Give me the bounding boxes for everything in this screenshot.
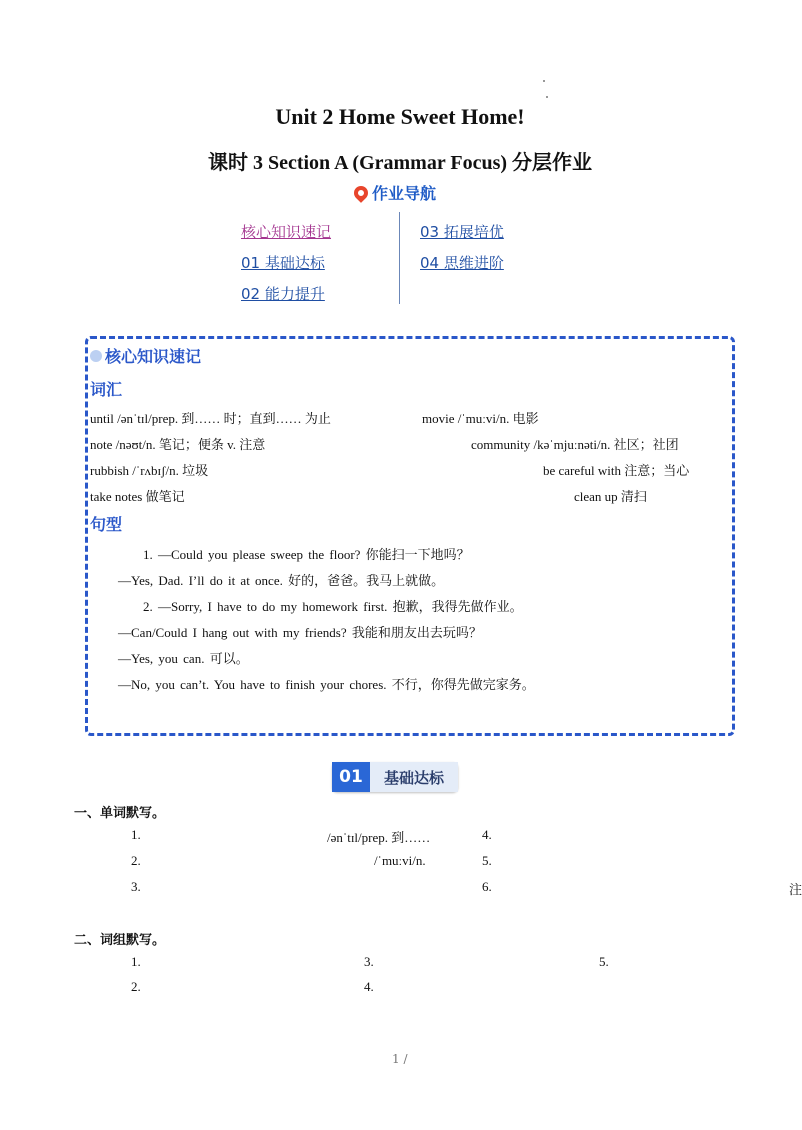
- vocab-item: community /kəˈmjuːnəti/n. 社区；社团: [471, 437, 679, 452]
- nav-link-core-knowledge[interactable]: 核心知识速记: [241, 223, 332, 241]
- exercise-item: 3.: [131, 879, 141, 894]
- nav-link-thinking[interactable]: 04 思维进阶: [420, 254, 504, 272]
- sentence-line: —Can/Could I hang out with my friends? 我能和朋友出去玩吗？: [118, 625, 482, 640]
- homework-nav-badge: [354, 181, 436, 204]
- vocab-item: take notes 做笔记: [90, 489, 185, 504]
- exercise-item: 2.: [131, 853, 141, 868]
- scan-speck: [546, 96, 548, 98]
- page-title: Unit 2 Home Sweet Home!: [275, 104, 525, 129]
- page-number: 1 /: [392, 1052, 408, 1066]
- homework-nav-label: 作业导航: [372, 184, 437, 203]
- section-number: 01: [332, 762, 370, 792]
- exercise-item: 1.: [131, 827, 141, 842]
- section-label: 基础达标: [370, 762, 458, 792]
- location-pin-icon: [351, 183, 371, 203]
- exercise-item: 1.: [131, 954, 141, 969]
- exercise-item: 2.: [131, 979, 141, 994]
- exercise-2-heading: 二、词组默写。: [74, 933, 166, 948]
- page-subtitle: 课时 3 Section A (Grammar Focus) 分层作业: [207, 152, 593, 174]
- nav-link-basic[interactable]: 01 基础达标: [241, 254, 325, 272]
- nav-link-ability[interactable]: 02 能力提升: [241, 285, 325, 303]
- exercise-hint: /ˈmuːvi/n.: [374, 853, 426, 868]
- scan-speck: [543, 80, 545, 82]
- exercise-item: 5.: [482, 853, 492, 868]
- vocab-item: until /ənˈtɪl/prep. 到…… 时；直到…… 为止: [90, 411, 331, 426]
- exercise-hint: /ənˈtɪl/prep. 到……: [327, 830, 431, 845]
- nav-divider: [399, 212, 400, 304]
- sentence-line: —Yes, Dad. I’ll do it at once. 好的，爸爸。我马上就做。: [118, 573, 445, 588]
- heading-dot-icon: [90, 350, 102, 362]
- sentence-heading: 句型: [90, 515, 123, 534]
- sentence-line: —Yes, you can. 可以。: [118, 651, 249, 666]
- vocab-item: clean up 清扫: [574, 489, 647, 504]
- exercise-item: 4.: [482, 827, 492, 842]
- section-banner-basic: [332, 762, 458, 792]
- exercise-item: 6.: [482, 879, 492, 894]
- sentence-line: —No, you can’t. You have to finish your chores. 不行，你得先做完家务。: [118, 677, 535, 692]
- exercise-item: 4.: [364, 979, 374, 994]
- nav-link-extension[interactable]: 03 拓展培优: [420, 223, 504, 241]
- exercise-1-heading: 一、单词默写。: [74, 806, 166, 821]
- exercise-item: 5.: [599, 954, 609, 969]
- exercise-hint: 注: [789, 882, 802, 897]
- sentence-line: 2. —Sorry, I have to do my homework first. 抱歉，我得先做作业。: [143, 599, 523, 614]
- vocab-heading: 词汇: [90, 380, 123, 399]
- vocab-item: movie /ˈmuːvi/n. 电影: [422, 411, 539, 426]
- sentence-line: 1. —Could you please sweep the floor? 你能扫一下地吗？: [143, 547, 470, 562]
- core-knowledge-heading: [90, 344, 201, 367]
- vocab-item: rubbish /ˈrʌbɪʃ/n. 垃圾: [90, 463, 209, 478]
- vocab-item: be careful with 注意；当心: [543, 463, 690, 478]
- exercise-item: 3.: [364, 954, 374, 969]
- vocab-item: note /nəʊt/n. 笔记；便条 v. 注意: [90, 437, 266, 452]
- core-knowledge-title: 核心知识速记: [105, 347, 202, 366]
